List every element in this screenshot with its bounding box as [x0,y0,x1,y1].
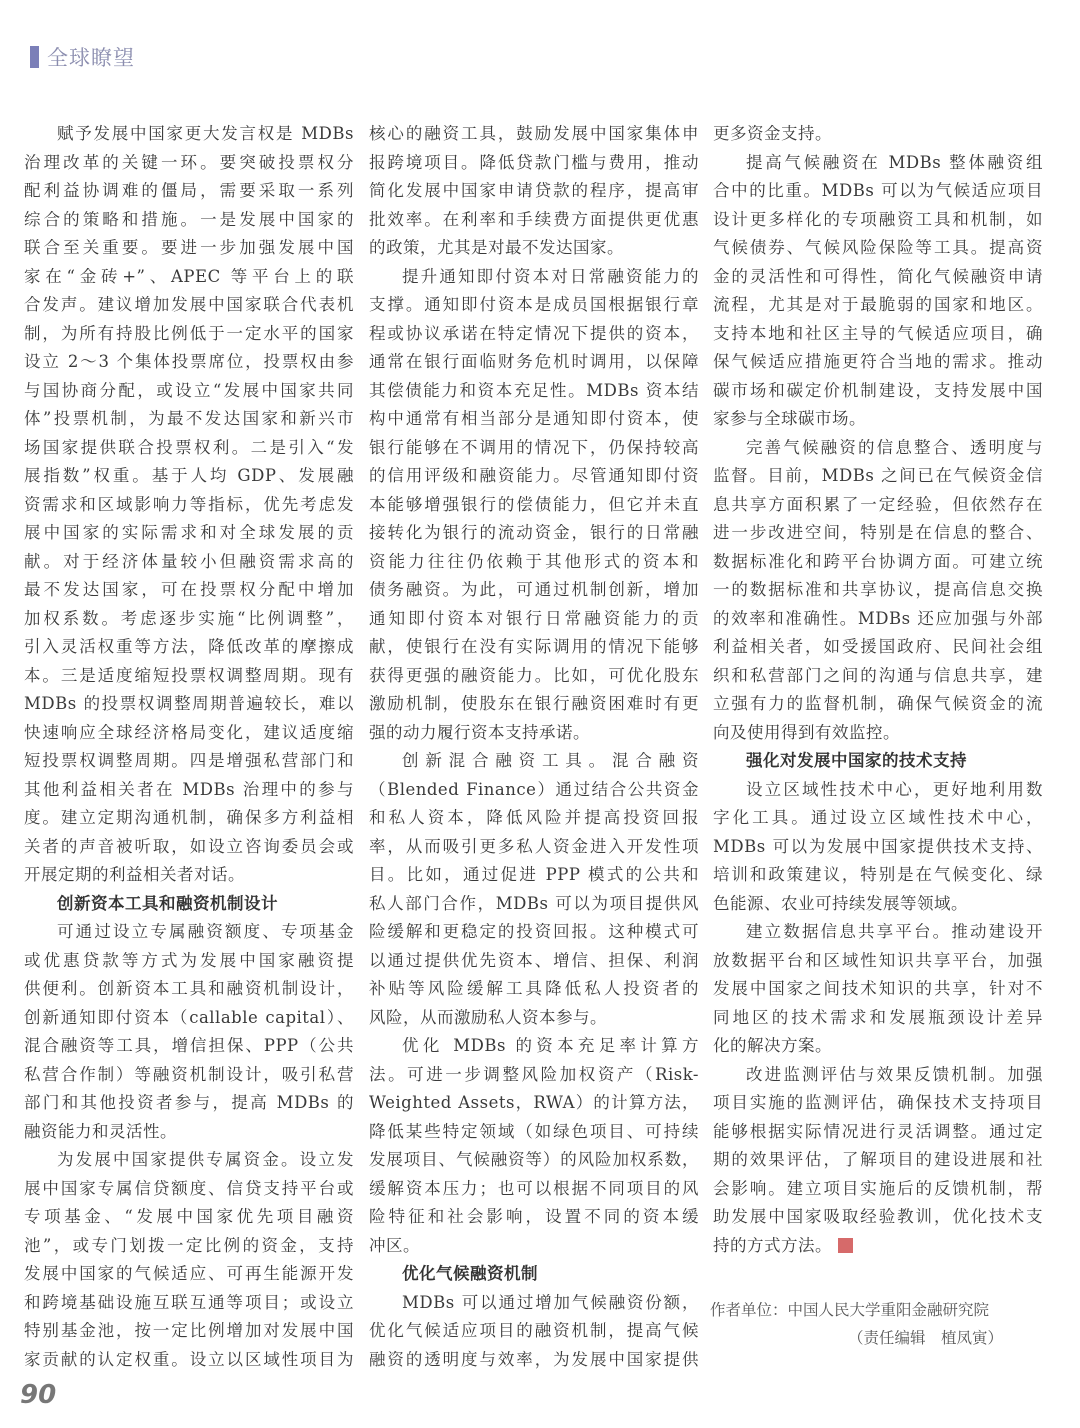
author-affiliation: 作者单位：中国人民大学重阳金融研究院 [710,1301,990,1319]
line-text: 完善气候融资的信息整合、透明度与 [746,437,1043,457]
article-end-square-icon [838,1238,853,1253]
line-text: 险缓解和更稳定的投资回报。这种模式可 [369,922,699,941]
text-line [24,1032,354,1061]
text-line [713,1146,1043,1175]
text-line [24,719,354,748]
line-text: 支撑。通知即付资本是成员国根据银行章 [369,295,699,314]
text-line [24,576,354,605]
line-text: 开展定期的利益相关者对话。 [24,865,245,884]
line-text: 息共享方面积累了一定经验，但依然存在 [713,494,1043,514]
text-line [713,206,1043,235]
line-text: 强的动力履行资本支持承诺。 [369,722,590,742]
text-line [24,804,354,833]
text-line [713,149,1043,178]
text-line [369,149,699,178]
text-line [713,605,1043,634]
line-text: 提高气候融资在 MDBs 整体融资组 [746,152,1043,172]
text-line [369,1118,699,1147]
text-line [369,776,699,805]
line-text: 资需求和区域影响力等指标，优先考虑发 [24,494,354,514]
text-line [713,1203,1043,1232]
section-heading [713,747,1043,776]
text-line [24,633,354,662]
text-line [369,320,699,349]
text-line [369,804,699,833]
text-line [369,890,699,919]
text-column-2 [369,120,699,1374]
text-line [24,918,354,947]
text-line [24,1061,354,1090]
text-line [713,405,1043,434]
line-text: 短投票权调整周期。四是增强私营部门和 [24,751,354,770]
text-line [369,719,699,748]
line-text: 供便利。创新资本工具和融资机制设计， [24,979,354,998]
text-column-3 [713,120,1043,1260]
line-text: 本。三是适度缩短投票权调整周期。现有 [24,665,354,685]
line-text: 冲区。 [369,1235,420,1255]
line-text: 其偿债能力和资本充足性。MDBs 资本结 [369,380,699,400]
line-text: 加权系数。考虑逐步实施“比例调整”， [24,608,354,628]
line-text: （Blended Finance）通过结合公共资金 [369,779,699,799]
line-text: 设立 2～3 个集体投票席位，投票权由参 [24,352,354,371]
section-header [30,42,135,72]
line-text: 献，使银行在没有实际调用的情况下能够 [369,637,699,656]
line-text: 利益相关者，如受援国政府、民间社会组 [713,637,1043,656]
text-line [369,1146,699,1175]
line-text: 字化工具。通过设立区域性技术中心， [713,808,1043,827]
text-line [24,491,354,520]
text-line [713,890,1043,919]
line-text: 专项基金、“发展中国家优先项目融资 [24,1207,354,1226]
text-line [369,263,699,292]
text-line [713,719,1043,748]
line-text: 资能力往往仍依赖于其他形式的资本和 [369,551,699,571]
text-line [713,263,1043,292]
text-line [24,434,354,463]
line-text: 优化气候适应项目的融资机制，提高气候 [369,1321,699,1340]
section-marker-bar [30,46,39,68]
text-line [713,120,1043,149]
line-text: 优化 MDBs 的资本充足率计算方 [402,1036,699,1055]
line-text: 快速响应全球经济格局变化，建议适度缩 [24,722,354,742]
text-line [713,975,1043,1004]
line-text: 期的效果评估，了解项目的建设进展和社 [713,1150,1043,1169]
line-text: 强化对发展中国家的技术支持 [746,751,967,770]
line-text: 设立区域性技术中心，更好地利用数 [746,779,1043,799]
text-line [369,548,699,577]
text-line [24,462,354,491]
line-text: 的政策，尤其是对最不发达国家。 [369,238,624,257]
text-line [713,861,1043,890]
text-line [369,662,699,691]
line-text: 为发展中国家提供专属资金。设立发 [57,1150,354,1169]
line-text: 献。对于经济体量较小但融资需求高的 [24,551,354,571]
line-text: 通常在银行面临财务危机时调用，以保障 [369,352,699,371]
line-text: MDBs 的投票权调整周期普遍较长，难以 [24,694,354,713]
section-heading [369,1260,699,1289]
text-line [24,177,354,206]
text-line [369,576,699,605]
line-text: 简化发展中国家申请贷款的程序，提高审 [369,181,699,200]
text-line [713,1061,1043,1090]
line-text: 色能源、农业可持续发展等领域。 [713,893,968,913]
line-text: 展中国家的实际需求和对全球发展的贡 [24,523,354,542]
text-line [24,405,354,434]
line-text: 向及使用得到有效监控。 [713,722,900,742]
text-line [24,690,354,719]
text-line [713,491,1043,520]
text-line [24,833,354,862]
text-line [713,291,1043,320]
section-title: 全球瞭望 [47,46,135,70]
text-line [24,120,354,149]
text-line [24,1203,354,1232]
text-line [24,947,354,976]
line-text: 碳市场和碳定价机制建设，支持发展中国 [713,380,1043,400]
text-line [713,633,1043,662]
line-text: 特别基金池，按一定比例增加对发展中国 [24,1321,354,1340]
line-text: 持的方式方法。 [713,1235,832,1255]
line-text: 目。比如，通过促进 PPP 模式的公共和 [369,865,699,884]
text-line [24,519,354,548]
text-line [713,462,1043,491]
line-text: 度。建立定期沟通机制，确保多方利益相 [24,808,354,827]
line-text: 私营合作制）等融资机制设计，吸引私营 [24,1064,354,1084]
line-text: 一的数据标准和共享协议，提高信息交换 [713,580,1043,599]
text-line [369,975,699,1004]
line-text: 补贴等风险缓解工具降低私人投资者的 [369,979,699,998]
line-text: 发展中国家的气候适应、可再生能源开发 [24,1264,354,1283]
text-line [713,519,1043,548]
line-text: 项目实施的监测评估，确保技术支持项目 [713,1093,1043,1112]
line-text: 支持本地和社区主导的气候适应项目，确 [713,323,1043,343]
line-text: 创新资本工具和融资机制设计 [57,893,278,913]
text-line [713,1004,1043,1033]
text-line [24,975,354,1004]
line-text: 报跨境项目。降低贷款门槛与费用，推动 [369,152,699,172]
line-text: 债务融资。为此，可通过机制创新，增加 [369,580,699,599]
line-text: 放数据平台和区域性知识共享平台，加强 [713,950,1043,970]
text-line [713,918,1043,947]
line-text: 赋予发展中国家更大发言权是 MDBs [57,124,354,143]
line-text: 建立数据信息共享平台。推动建设开 [746,922,1043,941]
line-text: 核心的融资工具，鼓励发展中国家集体申 [369,124,699,143]
text-line [24,548,354,577]
line-text: 发展项目、气候融资等）的风险加权系数， [369,1150,699,1169]
text-line [369,1175,699,1204]
line-text: 发展中国家之间技术知识的共享，针对不 [713,979,1043,998]
line-text: 缓解资本压力；也可以根据不同项目的风 [369,1178,699,1198]
line-text: 法。可进一步调整风险加权资产（Risk- [369,1064,699,1084]
line-text: 激励机制，使股东在银行融资困难时有更 [369,694,699,713]
line-text: 与国协商分配，或设立“发展中国家共同 [24,380,354,400]
text-line [369,405,699,434]
text-line [713,320,1043,349]
text-line [24,662,354,691]
line-text: 和跨境基础设施互联互通等项目；或设立 [24,1292,354,1312]
text-line [713,348,1043,377]
text-line [369,377,699,406]
text-line [24,206,354,235]
line-text: 获得更强的融资能力。比如，可优化股东 [369,665,699,685]
line-text: 最不发达国家，可在投票权分配中增加 [24,580,354,599]
text-line [24,348,354,377]
line-text: 本能够增强银行的偿债能力，但它并未直 [369,494,699,514]
line-text: 优化气候融资机制 [402,1264,538,1283]
text-line [713,234,1043,263]
text-line [24,605,354,634]
line-text: 同地区的技术需求和发展瓶颈设计差异 [713,1007,1043,1027]
line-text: 联合至关重要。要进一步加强发展中国 [24,238,354,257]
line-text: 织和私营部门之间的沟通与信息共享，建 [713,665,1043,685]
line-text: 改进监测评估与效果反馈机制。加强 [746,1064,1043,1084]
line-text: MDBs 可以通过增加气候融资份额， [402,1292,699,1312]
text-line [713,1232,1043,1261]
text-line [713,548,1043,577]
text-line [713,804,1043,833]
text-line [369,1032,699,1061]
line-text: 综合的策略和措施。一是发展中国家的 [24,209,354,229]
line-text: 险特征和社会影响，设置不同的资本缓 [369,1207,699,1226]
text-line [713,1175,1043,1204]
line-text: Weighted Assets，RWA）的计算方法， [369,1093,699,1112]
line-text: 批效率。在利率和手续费方面提供更优惠 [369,209,699,229]
text-line [24,1118,354,1147]
line-text: 能够根据实际情况进行灵活调整。通过定 [713,1121,1043,1141]
line-text: 家参与全球碳市场。 [713,409,866,428]
line-text: 治理改革的关键一环。要突破投票权分 [24,152,354,172]
line-text: 配利益协调难的僵局，需要采取一系列 [24,181,354,200]
line-text: 金的灵活性和可得性，简化气候融资申请 [713,266,1043,286]
line-text: 流程，尤其是对于最脆弱的国家和地区。 [713,295,1043,314]
text-line [24,320,354,349]
line-text: 化的解决方案。 [713,1036,832,1055]
page-number: 90 [20,1380,57,1410]
text-line [369,861,699,890]
line-text: 私人部门合作，MDBs 可以为项目提供风 [369,893,699,913]
line-text: 接转化为银行的流动资金，银行的日常融 [369,523,699,542]
line-text: 家在“金砖+”、APEC 等平台上的联 [24,266,354,286]
text-line [369,1232,699,1261]
line-text: 展中国家专属信贷额度、信贷支持平台或 [24,1178,354,1198]
line-text: 体”投票机制，为最不发达国家和新兴市 [24,409,354,428]
line-text: 其他利益相关者在 MDBs 治理中的参与 [24,779,354,799]
text-line [24,1317,354,1346]
line-text: 引入灵活权重等方法，降低改革的摩擦成 [24,637,354,656]
text-line [713,1118,1043,1147]
line-text: 关者的声音被听取，如设立咨询委员会或 [24,836,354,856]
text-line [369,434,699,463]
text-line [24,1089,354,1118]
line-text: 制，为所有持股比例低于一定水平的国家 [24,323,354,343]
text-line [369,1317,699,1346]
text-line [24,291,354,320]
text-line [369,1346,699,1375]
line-text: 融资能力和灵活性。 [24,1121,177,1141]
line-text: 创新混合融资工具。混合融资 [402,751,699,770]
text-line [369,348,699,377]
line-text: 银行能够在不调用的情况下，仍保持较高 [369,437,699,457]
text-line [369,747,699,776]
text-line [369,833,699,862]
line-text: 合中的比重。MDBs 可以为气候适应项目 [713,181,1043,200]
text-line [24,377,354,406]
line-text: 合发声。建议增加发展中国家联合代表机 [24,295,354,314]
text-line [24,1146,354,1175]
text-line [369,491,699,520]
line-text: 展指数”权重。基于人均 GDP、发展融 [24,466,354,485]
line-text: 融资的透明度与效率，为发展中国家提供 [369,1349,699,1369]
text-line [713,576,1043,605]
text-line [369,605,699,634]
text-line [369,234,699,263]
text-line [369,1089,699,1118]
line-text: 部门和其他投资者参与，提高 MDBs 的 [24,1093,354,1112]
line-text: 混合融资等工具，增信担保、PPP（公共 [24,1036,354,1055]
line-text: 创新通知即付资本（callable capital）、 [24,1007,354,1027]
line-text: 更多资金支持。 [713,124,832,143]
line-text: 数据标准化和跨平台协调方面。可建立统 [713,551,1043,571]
text-line [713,1032,1043,1061]
line-text: 场国家提供联合投票权利。二是引入“发 [24,437,354,457]
line-text: 进一步改进空间，特别是在信息的整合、 [713,523,1043,542]
line-text: MDBs 可以为发展中国家提供技术支持、 [713,836,1043,856]
text-line [369,633,699,662]
text-line [24,149,354,178]
text-line [369,690,699,719]
text-line [24,1289,354,1318]
line-text: 和私人资本，降低风险并提高投资回报 [369,808,699,827]
line-text: 或优惠贷款等方式为发展中国家融资提 [24,950,354,970]
line-text: 设计更多样化的专项融资工具和机制，如 [713,209,1043,229]
line-text: 监督。目前，MDBs 之间已在气候资金信 [713,466,1043,485]
text-line [713,662,1043,691]
line-text: 的效率和准确性。MDBs 还应加强与外部 [713,608,1043,628]
text-line [369,1004,699,1033]
line-text: 降低某些特定领域（如绿色项目、可持续 [369,1121,699,1141]
text-line [24,1004,354,1033]
line-text: 提升通知即付资本对日常融资能力的 [402,266,699,286]
text-line [369,918,699,947]
text-line [713,434,1043,463]
line-text: 通知即付资本对银行日常融资能力的贡 [369,608,699,628]
line-text: 程或协议承诺在特定情况下提供的资本， [369,323,699,343]
text-line [24,1232,354,1261]
text-line [713,947,1043,976]
line-text: 池”，或专门划拨一定比例的资金，支持 [24,1235,354,1255]
text-line [369,947,699,976]
text-line [713,776,1043,805]
text-line [24,747,354,776]
line-text: 家贡献的认定权重。设立以区域性项目为 [24,1349,354,1369]
line-text: 风险，从而激励私人资本参与。 [369,1007,607,1027]
line-text: 立强有力的监督机制，确保气候资金的流 [713,694,1043,713]
text-line [713,833,1043,862]
line-text: 以通过提供优先资本、增信、担保、利润 [369,950,699,970]
line-text: 会影响。建立项目实施后的反馈机制，帮 [713,1178,1043,1198]
line-text: 保气候适应措施更符合当地的需求。推动 [713,352,1043,371]
line-text: 助发展中国家吸取经验教训，优化技术支 [713,1207,1043,1226]
text-line [713,177,1043,206]
text-line [369,519,699,548]
line-text: 率，从而吸引更多私人资金进入开发性项 [369,836,699,856]
text-line [369,1061,699,1090]
text-line [369,1289,699,1318]
text-line [24,861,354,890]
section-heading [24,890,354,919]
line-text: 的信用评级和融资能力。尽管通知即付资 [369,466,699,485]
text-line [369,177,699,206]
text-line [24,1346,354,1375]
text-line [713,377,1043,406]
line-text: 气候债券、气候风险保险等工具。提高资 [713,238,1043,257]
text-line [369,1203,699,1232]
text-line [24,234,354,263]
text-line [24,1260,354,1289]
text-line [369,120,699,149]
text-line [369,291,699,320]
line-text: 可通过设立专属融资额度、专项基金 [57,922,354,941]
text-column-1 [24,120,354,1374]
responsible-editor: （责任编辑 植凤寅） [848,1329,1004,1347]
line-text: 培训和政策建议，特别是在气候变化、绿 [713,865,1043,884]
text-line [369,462,699,491]
line-text: 构中通常有相当部分是通知即付资本，使 [369,409,699,428]
text-line [24,1175,354,1204]
text-line [24,776,354,805]
text-line [369,206,699,235]
text-line [713,1089,1043,1118]
text-line [713,690,1043,719]
text-line [24,263,354,292]
